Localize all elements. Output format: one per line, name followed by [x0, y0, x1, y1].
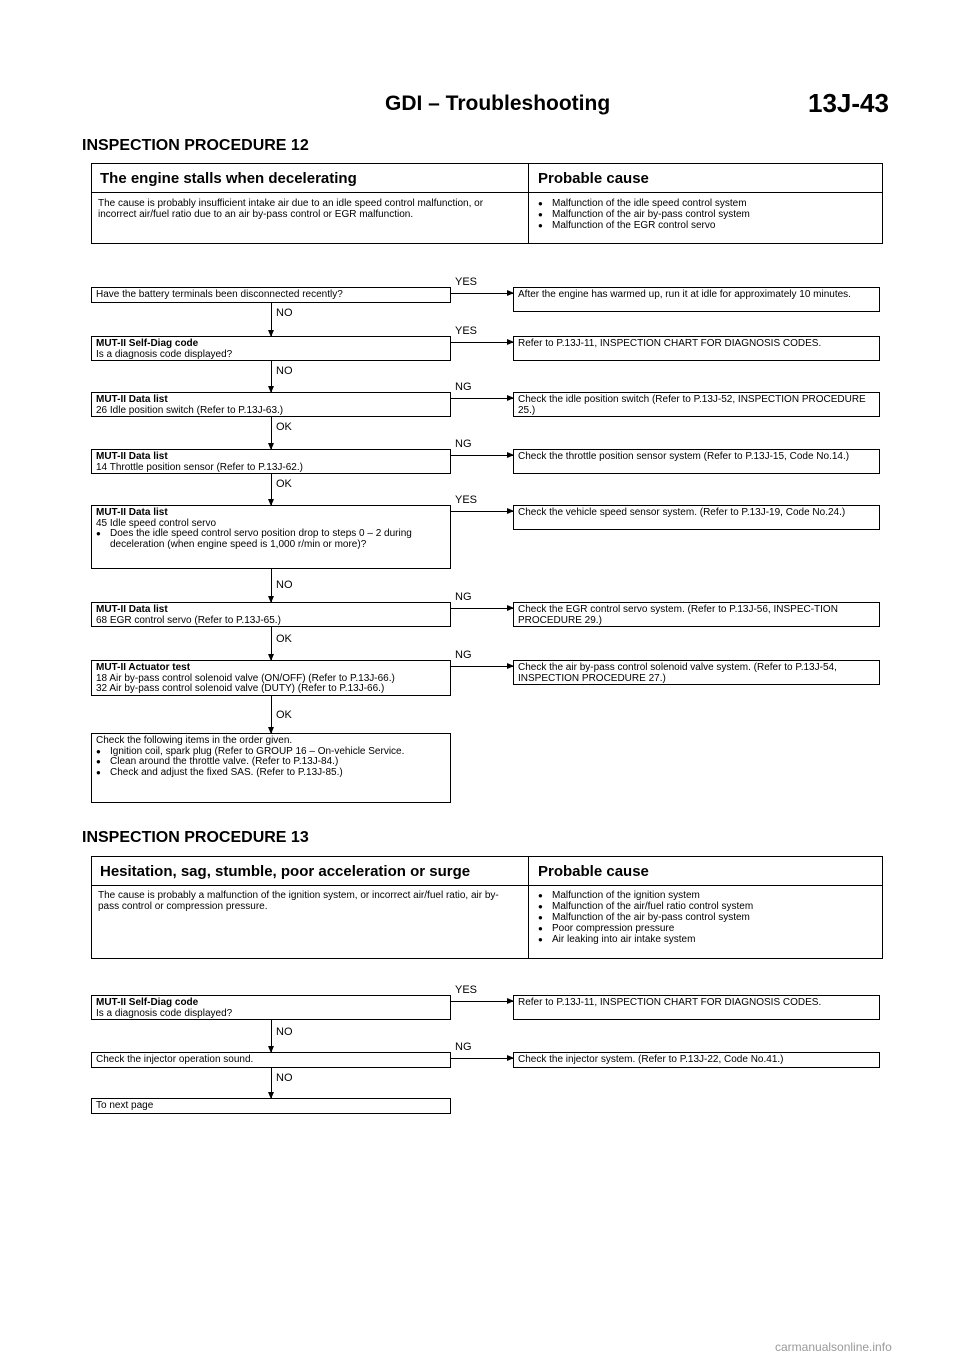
step-tps: MUT-II Data list 14 Throttle position sensor (Refer to P.13J-62.) — [91, 449, 451, 474]
arrow-down — [271, 417, 272, 449]
cause-item: ● Malfunction of the ignition system — [538, 890, 868, 901]
arrow-ng — [451, 608, 513, 609]
branch-label: YES — [455, 276, 478, 288]
arrow-yes — [451, 342, 513, 343]
proc12-heading: INSPECTION PROCEDURE 12 — [82, 137, 309, 154]
result-idle-switch: Check the idle position switch (Refer to P.13J-52, INSPECTION PROCEDURE 25.) — [513, 392, 880, 417]
down-label: OK — [276, 478, 292, 490]
p13-result-injector: Check the injector system. (Refer to P.13J-22, Code No.41.) — [513, 1052, 880, 1068]
proc12-description: The cause is probably insufficient intake air due to an idle speed control malfunction, or incorrect air/fuel ratio due to an air by-pass control or EGR malfunction. — [98, 198, 484, 220]
proc12-table — [91, 163, 883, 244]
arrow-yes — [451, 511, 513, 512]
cause-item: ● Malfunction of the air/fuel ratio control system — [538, 901, 868, 912]
p13-result-diag-chart: Refer to P.13J-11, INSPECTION CHART FOR DIAGNOSIS CODES. — [513, 995, 880, 1020]
branch-label: NG — [455, 1041, 472, 1053]
proc12-cause-label: Probable cause — [538, 170, 649, 187]
arrow-down — [271, 303, 272, 336]
arrow-ng — [451, 1058, 513, 1059]
watermark: carmanualsonline.info — [775, 1340, 892, 1354]
branch-label: YES — [455, 494, 478, 506]
down-label: OK — [276, 709, 292, 721]
result-egr: Check the EGR control servo system. (Refer to P.13J-56, INSPEC-TION PROCEDURE 29.) — [513, 602, 880, 627]
arrow-down — [271, 696, 272, 733]
page-number: 13J-43 — [808, 88, 889, 118]
branch-label: NG — [455, 649, 472, 661]
arrow-ng — [451, 455, 513, 456]
result-warmup: After the engine has warmed up, run it at idle for approximately 10 minutes. — [513, 287, 880, 312]
result-tps: Check the throttle position sensor system (Refer to P.13J-15, Code No.14.) — [513, 449, 880, 474]
arrow-ng — [451, 666, 513, 667]
step-actuator: MUT-II Actuator test 18 Air by-pass control solenoid valve (ON/OFF) (Refer to P.13J-66.) 32 Air by-pass control solenoid valve (DUTY) (Refer to P.13J-66.) — [91, 660, 451, 696]
cause-item: ● Poor compression pressure — [538, 923, 868, 934]
down-label: NO — [276, 579, 293, 591]
down-label: NO — [276, 365, 293, 377]
p13-step-selfdiag: MUT-II Self-Diag code Is a diagnosis code displayed? — [91, 995, 451, 1020]
proc13-table — [91, 856, 883, 959]
section-title: GDI – Troubleshooting — [385, 92, 611, 115]
proc13-cause-label: Probable cause — [538, 863, 649, 880]
result-diag-chart: Refer to P.13J-11, INSPECTION CHART FOR DIAGNOSIS CODES. — [513, 336, 880, 361]
arrow-down — [271, 1020, 272, 1052]
result-abv: Check the air by-pass control solenoid valve system. (Refer to P.13J-54, INSPECTION PROCEDURE 27.) — [513, 660, 880, 685]
cause-item: ● Malfunction of the idle speed control system — [538, 198, 868, 209]
branch-label: NG — [455, 381, 472, 393]
proc12-causes — [538, 198, 868, 231]
proc13-symptom: Hesitation, sag, stumble, poor acceleration or surge — [100, 863, 471, 880]
down-label: NO — [276, 1072, 293, 1084]
proc12-symptom: The engine stalls when decelerating — [100, 170, 357, 187]
cause-item: ● Malfunction of the air by-pass control system — [538, 912, 868, 923]
arrow-down — [271, 361, 272, 392]
step-selfdiag: MUT-II Self-Diag code Is a diagnosis code displayed? — [91, 336, 451, 361]
cause-item: ● Air leaking into air intake system — [538, 934, 868, 945]
arrow-down — [271, 474, 272, 505]
step-isc-servo: MUT-II Data list 45 Idle speed control servo ● Does the idle speed control servo position drop to steps 0 – 2 during deceleration (when engine speed is 1,000 r/min or more)? — [91, 505, 451, 569]
down-label: OK — [276, 633, 292, 645]
step-final-checks: Check the following items in the order given. ● Ignition coil, spark plug (Refer to GROUP 16 – On-vehicle Service. ● Clean around the throttle valve. (Refer to P.13J-84.) ● Check and adjust the fixed SAS. (Refer to P.13J-85.) — [91, 733, 451, 803]
arrow-down — [271, 627, 272, 660]
arrow-down — [271, 569, 272, 602]
arrow-ng — [451, 398, 513, 399]
proc13-description: The cause is probably a malfunction of the ignition system, or incorrect air/fuel ratio, air by-pass control or compression pressure. — [98, 890, 499, 912]
cause-item: ● Malfunction of the air by-pass control system — [538, 209, 868, 220]
step-battery: Have the battery terminals been disconnected recently? — [91, 287, 451, 303]
branch-label: YES — [455, 984, 478, 996]
branch-label: NG — [455, 591, 472, 603]
arrow-yes — [451, 1001, 513, 1002]
step-idle-switch: MUT-II Data list 26 Idle position switch (Refer to P.13J-63.) — [91, 392, 451, 417]
p13-next-page: To next page — [91, 1098, 451, 1114]
p13-step-injector-sound: Check the injector operation sound. — [91, 1052, 451, 1068]
branch-label: YES — [455, 325, 478, 337]
cause-item: ● Malfunction of the EGR control servo — [538, 220, 868, 231]
step-egr: MUT-II Data list 68 EGR control servo (Refer to P.13J-65.) — [91, 602, 451, 627]
arrow-yes — [451, 293, 513, 294]
result-vss: Check the vehicle speed sensor system. (Refer to P.13J-19, Code No.24.) — [513, 505, 880, 530]
down-label: NO — [276, 307, 293, 319]
down-label: OK — [276, 421, 292, 433]
branch-label: NG — [455, 438, 472, 450]
proc13-causes — [538, 890, 868, 945]
arrow-down — [271, 1068, 272, 1098]
down-label: NO — [276, 1026, 293, 1038]
proc13-heading: INSPECTION PROCEDURE 13 — [82, 829, 309, 846]
